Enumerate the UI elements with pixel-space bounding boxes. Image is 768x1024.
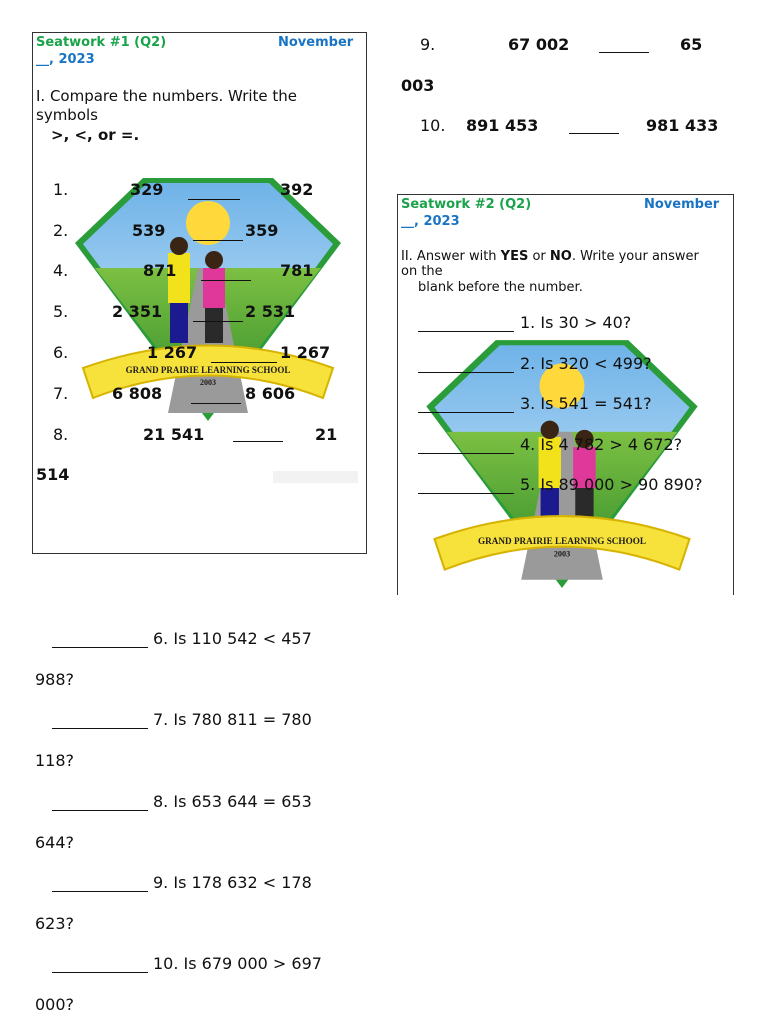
seatwork-1-box: [32, 32, 367, 554]
yes-keyword: YES: [500, 249, 529, 264]
item-value-a: 539: [132, 221, 166, 240]
item-value-a: 1 267: [147, 343, 198, 362]
answer-blank[interactable]: [191, 403, 241, 404]
item-value-a: 6 808: [112, 384, 163, 403]
answer-blank[interactable]: [201, 280, 251, 281]
seatwork-2-instruction-3: blank before the number.: [418, 280, 583, 295]
item-8-continuation: 514: [36, 465, 70, 484]
item-number: 9.: [420, 35, 436, 54]
school-logo-2: [413, 335, 711, 590]
item-number: 7.: [53, 384, 69, 403]
logo-banner-text: GRAND PRAIRIE LEARNING SCHOOL: [125, 365, 291, 375]
item-9-continuation: 003: [401, 76, 435, 95]
logo-year: 2003: [553, 549, 571, 559]
answer-blank[interactable]: [599, 52, 649, 53]
answer-blank[interactable]: [188, 199, 240, 200]
question-text: 6. Is 110 542 < 457: [153, 629, 312, 648]
item-number: 5.: [53, 302, 69, 321]
question-text: 4. Is 4 782 > 4 672?: [520, 435, 683, 454]
seatwork-1-date: __, 2023: [36, 52, 95, 67]
instruction-or: or: [528, 249, 550, 264]
answer-blank[interactable]: [569, 133, 619, 134]
item-number: 1.: [53, 180, 69, 199]
answer-blank[interactable]: [233, 441, 283, 442]
seatwork-1-date-label: November: [278, 35, 354, 50]
answer-blank[interactable]: [211, 362, 277, 363]
item-value-b: 359: [245, 221, 279, 240]
seatwork-2-title: Seatwork #2 (Q2): [401, 197, 532, 212]
item-number: 6.: [53, 343, 69, 362]
item-value-a: 329: [130, 180, 164, 199]
answer-blank[interactable]: [193, 321, 243, 322]
seatwork-1-symbols: >, <, or =.: [51, 126, 140, 144]
question-text: 10. Is 679 000 > 697: [153, 954, 322, 973]
instruction-suffix: . Write your answer: [571, 249, 699, 264]
answer-blank[interactable]: [52, 891, 148, 892]
item-value-a: 871: [143, 261, 177, 280]
item-value-a: 21 541: [143, 425, 205, 444]
question-continuation: 988?: [35, 670, 75, 689]
seatwork-2-instruction-2: on the: [401, 264, 443, 279]
seatwork-1-instruction: I. Compare the numbers. Write the: [36, 87, 298, 105]
watermark: [273, 471, 358, 483]
question-text: 5. Is 89 000 > 90 890?: [520, 475, 703, 494]
item-value-a: 67 002: [508, 35, 570, 54]
logo-year: 2003: [200, 378, 216, 387]
question-text: 1. Is 30 > 40?: [520, 313, 632, 332]
instruction-prefix: II. Answer with: [401, 249, 501, 264]
question-text: 7. Is 780 811 = 780: [153, 710, 312, 729]
question-text: 9. Is 178 632 < 178: [153, 873, 312, 892]
question-text: 3. Is 541 = 541?: [520, 394, 652, 413]
answer-blank[interactable]: [418, 331, 514, 332]
item-number: 10.: [420, 116, 446, 135]
question-text: 8. Is 653 644 = 653: [153, 792, 312, 811]
item-value-b: 781: [280, 261, 314, 280]
answer-blank[interactable]: [418, 493, 514, 494]
question-continuation: 000?: [35, 995, 75, 1014]
item-value-a: 2 351: [112, 302, 163, 321]
question-continuation: 623?: [35, 914, 75, 933]
item-value-b: 8 606: [245, 384, 296, 403]
answer-blank[interactable]: [52, 728, 148, 729]
seatwork-2-instruction: [401, 249, 699, 264]
seatwork-2-date-label: November: [644, 197, 720, 212]
answer-blank[interactable]: [418, 412, 514, 413]
item-value-b: 21: [315, 425, 338, 444]
question-continuation: 644?: [35, 833, 75, 852]
no-keyword: NO: [549, 249, 572, 264]
seatwork-2-box: [397, 194, 734, 595]
question-text: 2. Is 320 < 499?: [520, 354, 652, 373]
item-value-b: 65: [680, 35, 703, 54]
item-value-b: 392: [280, 180, 314, 199]
item-value-a: 891 453: [466, 116, 539, 135]
item-number: 2.: [53, 221, 69, 240]
item-value-b: 2 531: [245, 302, 296, 321]
answer-blank[interactable]: [52, 972, 148, 973]
item-value-b: 981 433: [646, 116, 719, 135]
answer-blank[interactable]: [193, 240, 243, 241]
item-value-b: 1 267: [280, 343, 331, 362]
item-number: 4.: [53, 261, 69, 280]
answer-blank[interactable]: [418, 372, 514, 373]
answer-blank[interactable]: [418, 453, 514, 454]
answer-blank[interactable]: [52, 810, 148, 811]
seatwork-1-title: Seatwork #1 (Q2): [36, 35, 167, 50]
seatwork-1-instruction-2: symbols: [36, 106, 98, 124]
seatwork-2-date: __, 2023: [401, 214, 460, 229]
logo-banner-text: GRAND PRAIRIE LEARNING SCHOOL: [478, 536, 646, 547]
answer-blank[interactable]: [52, 647, 148, 648]
item-number: 8.: [53, 425, 69, 444]
question-continuation: 118?: [35, 751, 75, 770]
